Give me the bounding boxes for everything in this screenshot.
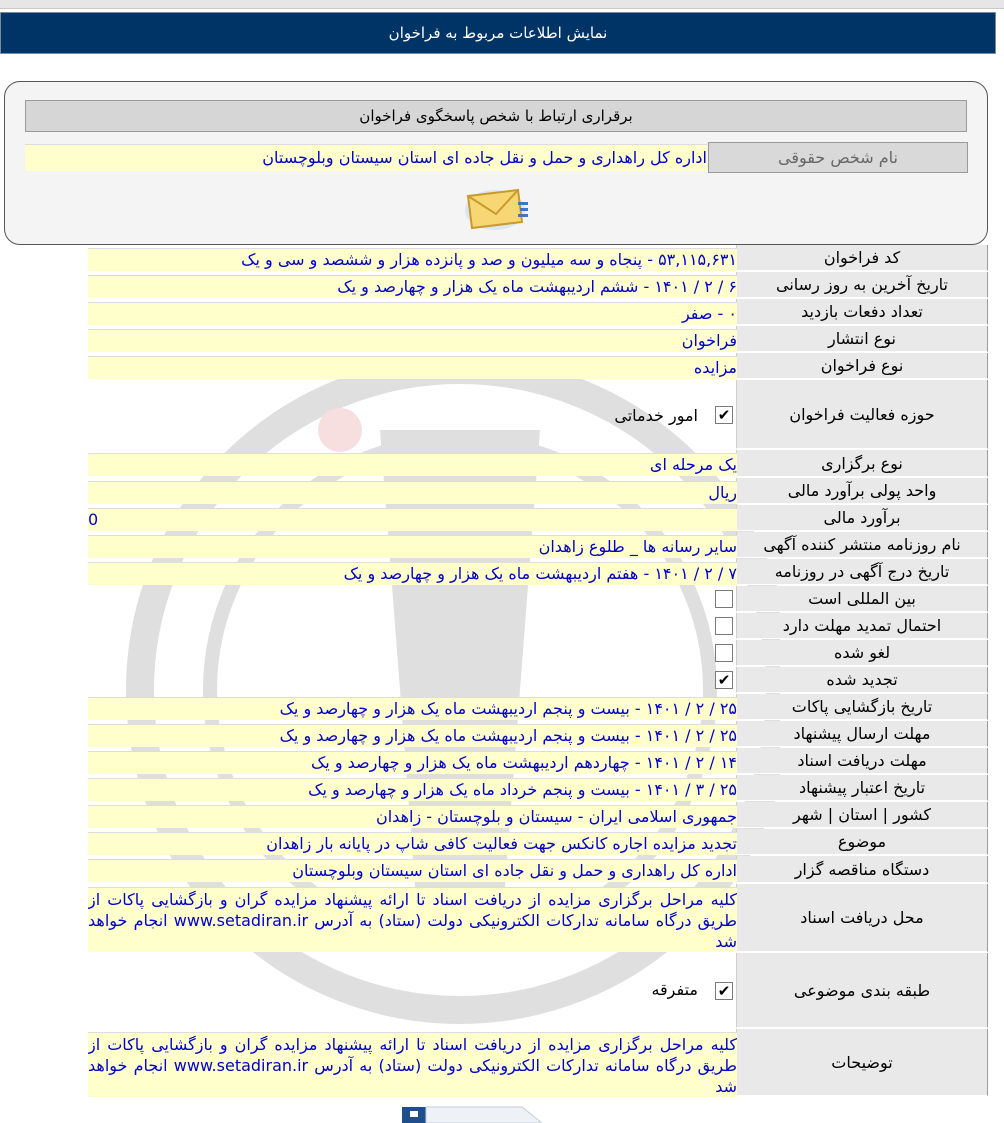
renewed-checkbox[interactable]: ✔ xyxy=(715,671,733,689)
label-renewed: تجدید شده xyxy=(736,667,988,693)
label-call-type: نوع فراخوان xyxy=(736,353,988,379)
canceled-checkbox[interactable] xyxy=(715,644,733,662)
row-opening-date xyxy=(88,694,988,721)
label-description: توضیحات xyxy=(736,1029,988,1096)
value-organizer: اداره کل راهداری و حمل و نقل جاده ای استان سیستان وبلوچستان xyxy=(88,859,737,882)
row-code xyxy=(88,245,988,272)
label-currency: واحد پولی برآورد مالی xyxy=(736,478,988,504)
activity-text: امور خدماتی xyxy=(614,406,698,425)
document-icon[interactable] xyxy=(402,1105,542,1123)
value-location: جمهوری اسلامی ایران - سیستان و بلوچستان - زاهدان xyxy=(88,805,737,828)
contact-panel xyxy=(4,81,988,245)
label-organizer: دستگاه مناقصه گزار xyxy=(736,856,988,883)
label-activity: حوزه فعالیت فراخوان xyxy=(736,380,988,449)
row-organizer xyxy=(88,856,988,884)
row-visits xyxy=(88,299,988,326)
label-location: کشور | استان | شهر xyxy=(736,802,988,828)
row-ad-date xyxy=(88,559,988,586)
value-newspaper: سایر رسانه ها _ طلوع زاهدان xyxy=(88,535,737,558)
label-last-update: تاریخ آخرین به روز رسانی xyxy=(736,272,988,298)
contact-title: برقراری ارتباط با شخص پاسخگوی فراخوان xyxy=(25,100,967,132)
label-code: کد فراخوان xyxy=(736,245,988,271)
row-publish-type xyxy=(88,326,988,353)
row-estimate xyxy=(88,505,988,532)
row-currency xyxy=(88,478,988,505)
label-opening-date: تاریخ بازگشایی پاکات xyxy=(736,694,988,720)
label-canceled: لغو شده xyxy=(736,640,988,666)
row-submit-deadline xyxy=(88,721,988,748)
value-code: ۵۳,۱۱۵,۶۳۱ - پنجاه و سه میلیون و صد و پانزده هزار و ششصد و سی و یک xyxy=(88,248,737,271)
category-checkbox[interactable]: ✔ xyxy=(715,982,733,1000)
row-docs-place xyxy=(88,884,988,953)
row-category xyxy=(88,953,988,1029)
top-border xyxy=(0,0,1004,9)
activity-checkbox[interactable]: ✔ xyxy=(715,406,733,424)
value-description: کلیه مراحل برگزاری مزایده از دریافت اسناد تا ارائه پیشنهاد مزایده گران و بازگشایی پاکات از طریق درگاه سامانه تدارکات الکترونیکی دولت (ستاد) به آدرس www.setadiran.ir انجام خواهد شد xyxy=(88,1032,737,1097)
value-validity: ۲۵ / ۳ / ۱۴۰۱ - بیست و پنجم خرداد ماه یک هزار و چهارصد و یک xyxy=(88,778,737,801)
value-submit-deadline: ۲۵ / ۲ / ۱۴۰۱ - بیست و پنجم اردیبهشت ماه یک هزار و چهارصد و یک xyxy=(88,724,737,747)
row-call-type xyxy=(88,353,988,380)
value-call-type: مزایده xyxy=(88,356,737,379)
extension-checkbox[interactable] xyxy=(715,617,733,635)
row-validity xyxy=(88,775,988,802)
mail-icon[interactable] xyxy=(462,184,532,232)
row-extension xyxy=(88,613,988,640)
row-location xyxy=(88,802,988,829)
value-publish-type: فراخوان xyxy=(88,329,737,352)
label-category: طبقه بندی موضوعی xyxy=(736,953,988,1028)
label-stage: نوع برگزاری xyxy=(736,450,988,477)
row-subject xyxy=(88,829,988,856)
row-activity xyxy=(88,380,988,450)
value-ad-date: ۷ / ۲ / ۱۴۰۱ - هفتم اردیبهشت ماه یک هزار و چهارصد و یک xyxy=(88,562,737,585)
international-checkbox[interactable] xyxy=(715,590,733,608)
contact-label: نام شخص حقوقی xyxy=(708,142,968,173)
value-estimate: 0 xyxy=(88,508,737,531)
label-visits: تعداد دفعات بازدید xyxy=(736,299,988,325)
value-docs-place: کلیه مراحل برگزاری مزایده از دریافت اسناد تا ارائه پیشنهاد مزایده گران و بازگشایی پاکات از طریق درگاه سامانه تدارکات الکترونیکی دولت (ستاد) به آدرس www.setadiran.ir انجام خواهد شد xyxy=(88,887,737,952)
contact-value: اداره کل راهداری و حمل و نقل جاده ای استان سیستان وبلوچستان xyxy=(25,144,707,171)
label-extension: احتمال تمدید مهلت دارد xyxy=(736,613,988,639)
row-description xyxy=(88,1029,988,1097)
label-international: بین المللی است xyxy=(736,586,988,612)
value-visits: ۰ - صفر xyxy=(88,302,737,325)
row-last-update xyxy=(88,272,988,299)
label-validity: تاریخ اعتبار پیشنهاد xyxy=(736,775,988,801)
label-subject: موضوع xyxy=(736,829,988,855)
value-currency: ریال xyxy=(88,481,737,504)
category-text: متفرقه xyxy=(651,980,698,999)
label-docs-place: محل دریافت اسناد xyxy=(736,884,988,952)
label-submit-deadline: مهلت ارسال پیشنهاد xyxy=(736,721,988,747)
value-docs-deadline: ۱۴ / ۲ / ۱۴۰۱ - چهاردهم اردیبهشت ماه یک هزار و چهارصد و یک xyxy=(88,751,737,774)
row-canceled xyxy=(88,640,988,667)
label-publish-type: نوع انتشار xyxy=(736,326,988,352)
row-newspaper xyxy=(88,532,988,559)
label-ad-date: تاریخ درج آگهی در روزنامه xyxy=(736,559,988,585)
label-estimate: برآورد مالی xyxy=(736,505,988,531)
value-last-update: ۶ / ۲ / ۱۴۰۱ - ششم اردیبهشت ماه یک هزار و چهارصد و یک xyxy=(88,275,737,298)
value-stage: یک مرحله ای xyxy=(88,453,737,476)
value-opening-date: ۲۵ / ۲ / ۱۴۰۱ - بیست و پنجم اردیبهشت ماه یک هزار و چهارصد و یک xyxy=(88,697,737,720)
row-stage xyxy=(88,450,988,478)
row-international xyxy=(88,586,988,613)
row-docs-deadline xyxy=(88,748,988,775)
page-title: نمایش اطلاعات مربوط به فراخوان xyxy=(0,12,996,54)
label-newspaper: نام روزنامه منتشر کننده آگهی xyxy=(736,532,988,558)
value-subject: تجدید مزایده اجاره کانکس جهت فعالیت کافی شاپ در پایانه بار زاهدان xyxy=(88,832,737,855)
label-docs-deadline: مهلت دریافت اسناد xyxy=(736,748,988,774)
row-renewed xyxy=(88,667,988,694)
